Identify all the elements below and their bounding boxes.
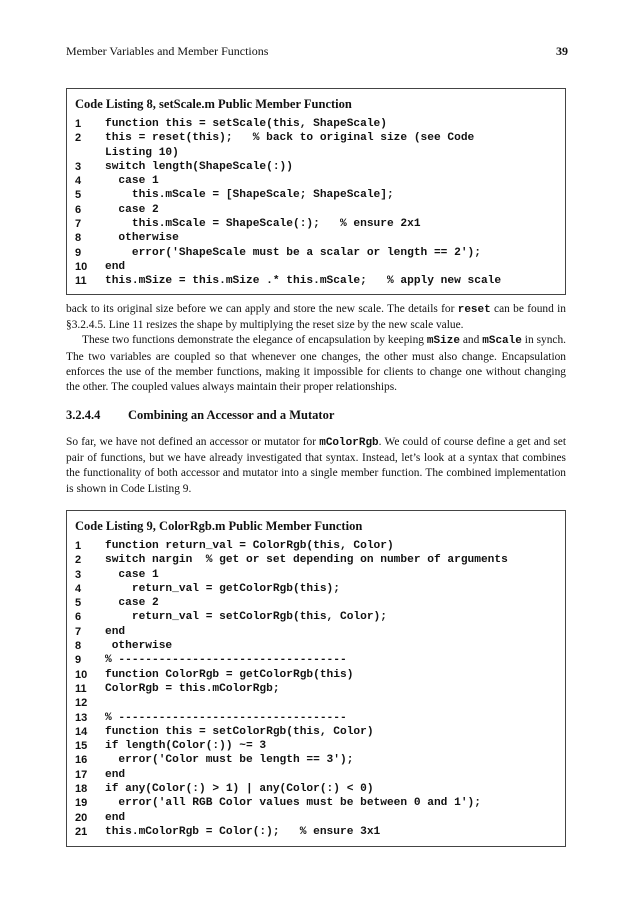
line-number: 18 <box>75 783 88 796</box>
code-line <box>67 682 565 696</box>
line-number: 3 <box>75 568 82 581</box>
text-run: can be found in §3.2.4.5. Line 11 resizes the shape by multiplying the reset size by the new scale value. <box>66 303 566 332</box>
code-text: end <box>105 625 126 638</box>
line-number: 13 <box>75 711 88 724</box>
inline-code-reset: reset <box>457 304 491 316</box>
code-line <box>67 711 565 725</box>
running-head-title: Member Variables and Member Functions <box>66 44 269 58</box>
code-line <box>67 231 565 245</box>
code-line <box>67 582 565 596</box>
line-number: 6 <box>75 203 82 216</box>
listing-caption: Code Listing 8, setScale.m Public Member Function <box>75 97 352 111</box>
line-number: 11 <box>75 682 87 695</box>
code-line <box>67 811 565 825</box>
line-number: 8 <box>75 640 82 653</box>
listing-caption: Code Listing 9, ColorRgb.m Public Member Function <box>75 519 363 533</box>
text-run: These two functions demonstrate the elegance of encapsulation by keeping <box>82 334 427 347</box>
code-line <box>67 639 565 653</box>
section-heading <box>66 408 334 423</box>
inline-code-mcolorrgb: mColorRgb <box>319 437 379 449</box>
code-text: case 2 <box>105 203 159 216</box>
line-number: 6 <box>75 611 82 624</box>
code-text: end <box>105 260 126 273</box>
line-number: 11 <box>75 275 87 288</box>
code-line <box>67 274 565 288</box>
listing-code <box>67 117 565 289</box>
text-run: So far, we have not defined an accessor or mutator for <box>66 436 320 448</box>
text-run: in synch. The two variables are coupled so that whenever one changes, the other must also change. Encapsulation enforces the use of the member functions, making it impossible for clients to change one without changing the other. The coupled values always maintain their proper relationships. <box>66 334 566 394</box>
code-text: switch nargin % get or set depending on number of arguments <box>105 554 508 567</box>
code-text: ColorRgb = this.mColorRgb; <box>105 682 280 695</box>
code-text: function this = setColorRgb(this, Color) <box>105 725 374 738</box>
code-listing-9 <box>66 510 566 847</box>
line-number: 12 <box>75 697 88 710</box>
code-text: this.mColorRgb = Color(:); % ensure 3x1 <box>105 825 381 838</box>
inline-code-mscale: mScale <box>482 335 522 348</box>
code-text: Listing 10) <box>105 146 179 159</box>
code-text: function this = setScale(this, ShapeScale) <box>105 118 387 130</box>
code-text: return_val = setColorRgb(this, Color); <box>105 611 387 624</box>
code-line <box>67 203 565 217</box>
code-text: error('all RGB Color values must be between 0 and 1'); <box>105 797 481 810</box>
code-line <box>67 539 565 553</box>
code-text: if length(Color(:)) ~= 3 <box>105 740 267 753</box>
code-line <box>67 260 565 274</box>
code-text: case 1 <box>105 175 159 188</box>
code-text: % ---------------------------------- <box>105 711 347 724</box>
line-number: 4 <box>75 582 82 595</box>
code-line <box>67 739 565 753</box>
code-text: otherwise <box>105 232 179 245</box>
line-number: 15 <box>75 740 88 753</box>
text-run: . We could of course define a get and set pair of functions, but we have already investigated that syntax. Instead, let’s look at a syntax that combines the functionality of both accessor and mutator into a single member function. The combined implementation is shown in Code Listing 9. <box>66 436 566 495</box>
code-line <box>67 653 565 667</box>
line-number: 5 <box>75 597 82 610</box>
code-line <box>67 117 565 131</box>
code-text: return_val = getColorRgb(this); <box>105 582 340 595</box>
inline-code-msize: mSize <box>426 335 460 348</box>
line-number: 16 <box>75 754 88 767</box>
section-number: 3.2.4.4 <box>66 408 101 422</box>
line-number: 7 <box>75 625 82 638</box>
paragraph-accessor-mutator <box>66 435 566 497</box>
line-number: 10 <box>75 668 88 681</box>
running-header <box>66 44 568 60</box>
code-line <box>67 146 565 160</box>
code-text: % ---------------------------------- <box>105 654 347 667</box>
code-text: function return_val = ColorRgb(this, Color) <box>105 540 394 552</box>
code-text: this.mSize = this.mSize .* this.mScale; % apply new scale <box>105 275 502 288</box>
code-line <box>67 796 565 810</box>
code-line <box>67 596 565 610</box>
code-line <box>67 725 565 739</box>
line-number: 8 <box>75 232 82 245</box>
listing-code <box>67 539 565 839</box>
code-text: this.mScale = [ShapeScale; ShapeScale]; <box>105 189 394 202</box>
code-line <box>67 768 565 782</box>
line-number: 19 <box>75 797 88 810</box>
code-text: function ColorRgb = getColorRgb(this) <box>105 668 354 681</box>
line-number: 20 <box>75 811 88 824</box>
code-line <box>67 625 565 639</box>
code-line <box>67 131 565 145</box>
line-number: 9 <box>75 654 82 667</box>
line-number: 17 <box>75 768 88 781</box>
text-run: and <box>459 334 483 347</box>
line-number: 9 <box>75 246 82 259</box>
code-line <box>67 174 565 188</box>
code-line <box>67 668 565 682</box>
code-line <box>67 160 565 174</box>
line-number: 14 <box>75 725 88 738</box>
code-text: error('ShapeScale must be a scalar or length == 2'); <box>105 246 481 259</box>
line-number: 7 <box>75 218 82 231</box>
line-number: 2 <box>75 554 82 567</box>
line-number: 2 <box>75 132 82 145</box>
code-text: case 2 <box>105 597 159 610</box>
code-text: switch length(ShapeScale(:)) <box>105 160 293 173</box>
code-text: end <box>105 811 126 824</box>
line-number: 1 <box>75 118 82 130</box>
code-text: if any(Color(:) > 1) | any(Color(:) < 0) <box>105 783 374 796</box>
code-line <box>67 782 565 796</box>
line-number: 3 <box>75 160 82 173</box>
page-number: 39 <box>556 44 568 58</box>
code-listing-8 <box>66 88 566 295</box>
code-text: this = reset(this); % back to original size (see Code <box>105 132 475 145</box>
paragraph-encapsulation <box>66 302 566 395</box>
text-run: back to its original size before we can apply and store the new scale. The details for <box>66 303 458 315</box>
code-line <box>67 753 565 767</box>
line-number: 21 <box>75 825 88 838</box>
code-line <box>67 568 565 582</box>
code-line <box>67 246 565 260</box>
code-text: case 1 <box>105 568 159 581</box>
code-text: error('Color must be length == 3'); <box>105 754 354 767</box>
code-text: end <box>105 768 126 781</box>
line-number: 1 <box>75 540 82 552</box>
line-number: 5 <box>75 189 82 202</box>
code-text: this.mScale = ShapeScale(:); % ensure 2x1 <box>105 218 421 231</box>
line-number: 10 <box>75 260 88 273</box>
code-text: otherwise <box>105 640 173 653</box>
code-line <box>67 217 565 231</box>
code-line <box>67 553 565 567</box>
code-line <box>67 188 565 202</box>
code-line <box>67 696 565 710</box>
line-number: 4 <box>75 175 82 188</box>
code-line <box>67 610 565 624</box>
section-title: Combining an Accessor and a Mutator <box>128 408 335 422</box>
code-line <box>67 825 565 839</box>
